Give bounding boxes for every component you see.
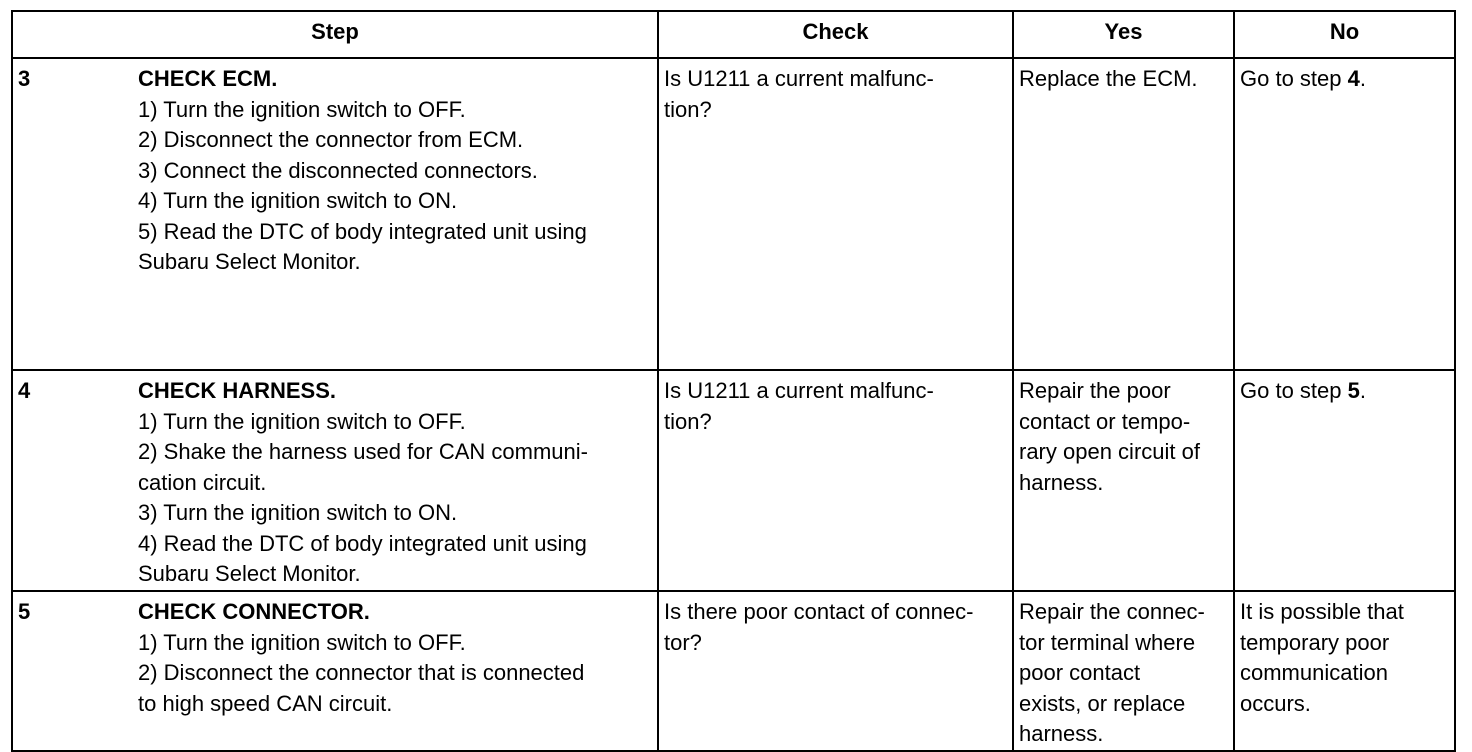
step-cell	[12, 591, 658, 751]
step-number: 4	[18, 378, 31, 403]
step-instruction: cation circuit.	[138, 469, 267, 495]
no-text: Go to step	[1240, 66, 1348, 91]
check-cell	[658, 370, 1013, 591]
header-no: No	[1234, 11, 1455, 58]
yes-text: Repair the connec-	[1019, 599, 1205, 624]
step-cell	[12, 58, 658, 370]
step-instruction: Subaru Select Monitor.	[138, 561, 361, 586]
step-instruction: 2) Disconnect the connector from ECM.	[138, 127, 524, 152]
step-instruction: 4) Read the DTC of body integrated unit using	[138, 530, 587, 556]
step-instruction: 3) Connect the disconnected connectors.	[138, 157, 538, 183]
header-yes: Yes	[1013, 11, 1234, 58]
header-row	[12, 11, 1455, 58]
no-text-suffix: .	[1359, 378, 1366, 403]
yes-text: poor contact	[1019, 660, 1141, 685]
no-text: Go to step	[1240, 378, 1348, 403]
step-body	[138, 64, 652, 278]
check-text: tion?	[664, 96, 712, 122]
yes-text: harness.	[1019, 721, 1104, 746]
no-text: occurs.	[1240, 690, 1311, 716]
header-check: Check	[658, 11, 1013, 58]
step-instruction: 4) Turn the ignition switch to ON.	[138, 188, 458, 213]
header-step: Step	[12, 11, 658, 58]
check-text: tor?	[664, 629, 702, 655]
no-cell	[1234, 58, 1455, 370]
step-instruction: 1) Turn the ignition switch to OFF.	[138, 408, 466, 434]
check-text: Is there poor contact of connec-	[664, 599, 974, 624]
step-body	[138, 597, 652, 719]
no-text: communication	[1240, 660, 1388, 685]
no-cell	[1234, 591, 1455, 751]
table-row	[12, 370, 1455, 591]
check-text: tion?	[664, 408, 712, 434]
yes-text: harness.	[1019, 469, 1104, 495]
step-number: 3	[18, 66, 31, 91]
table-row	[12, 58, 1455, 370]
step-instruction: to high speed CAN circuit.	[138, 690, 393, 716]
step-instruction: 5) Read the DTC of body integrated unit using	[138, 218, 587, 244]
step-title: CHECK ECM.	[138, 66, 278, 91]
yes-text: rary open circuit of	[1019, 439, 1200, 464]
yes-cell	[1013, 370, 1234, 591]
step-instruction: 1) Turn the ignition switch to OFF.	[138, 629, 466, 655]
step-cell	[12, 370, 658, 591]
yes-cell	[1013, 58, 1234, 370]
no-text: temporary poor	[1240, 629, 1390, 655]
yes-text: Replace the ECM.	[1019, 66, 1198, 91]
next-step-ref: 5	[1347, 378, 1360, 403]
yes-text: contact or tempo-	[1019, 408, 1191, 434]
check-text: Is U1211 a current malfunc-	[664, 66, 934, 91]
check-cell	[658, 591, 1013, 751]
yes-text: exists, or replace	[1019, 690, 1186, 716]
diagnostic-table	[11, 10, 1456, 752]
no-cell	[1234, 370, 1455, 591]
step-instruction: 1) Turn the ignition switch to OFF.	[138, 96, 466, 122]
yes-text: tor terminal where	[1019, 629, 1196, 655]
table-row	[12, 591, 1455, 751]
check-cell	[658, 58, 1013, 370]
no-text: It is possible that	[1240, 599, 1404, 624]
step-instruction: 2) Shake the harness used for CAN communi-	[138, 439, 588, 464]
step-number: 5	[18, 599, 31, 624]
step-title: CHECK CONNECTOR.	[138, 599, 370, 624]
no-text-suffix: .	[1359, 66, 1366, 91]
step-body	[138, 376, 652, 590]
step-title: CHECK HARNESS.	[138, 378, 337, 403]
yes-cell	[1013, 591, 1234, 751]
yes-text: Repair the poor	[1019, 378, 1171, 403]
check-text: Is U1211 a current malfunc-	[664, 378, 934, 403]
step-instruction: 2) Disconnect the connector that is connected	[138, 660, 585, 685]
step-instruction: 3) Turn the ignition switch to ON.	[138, 500, 458, 525]
next-step-ref: 4	[1347, 66, 1360, 91]
step-instruction: Subaru Select Monitor.	[138, 249, 361, 274]
